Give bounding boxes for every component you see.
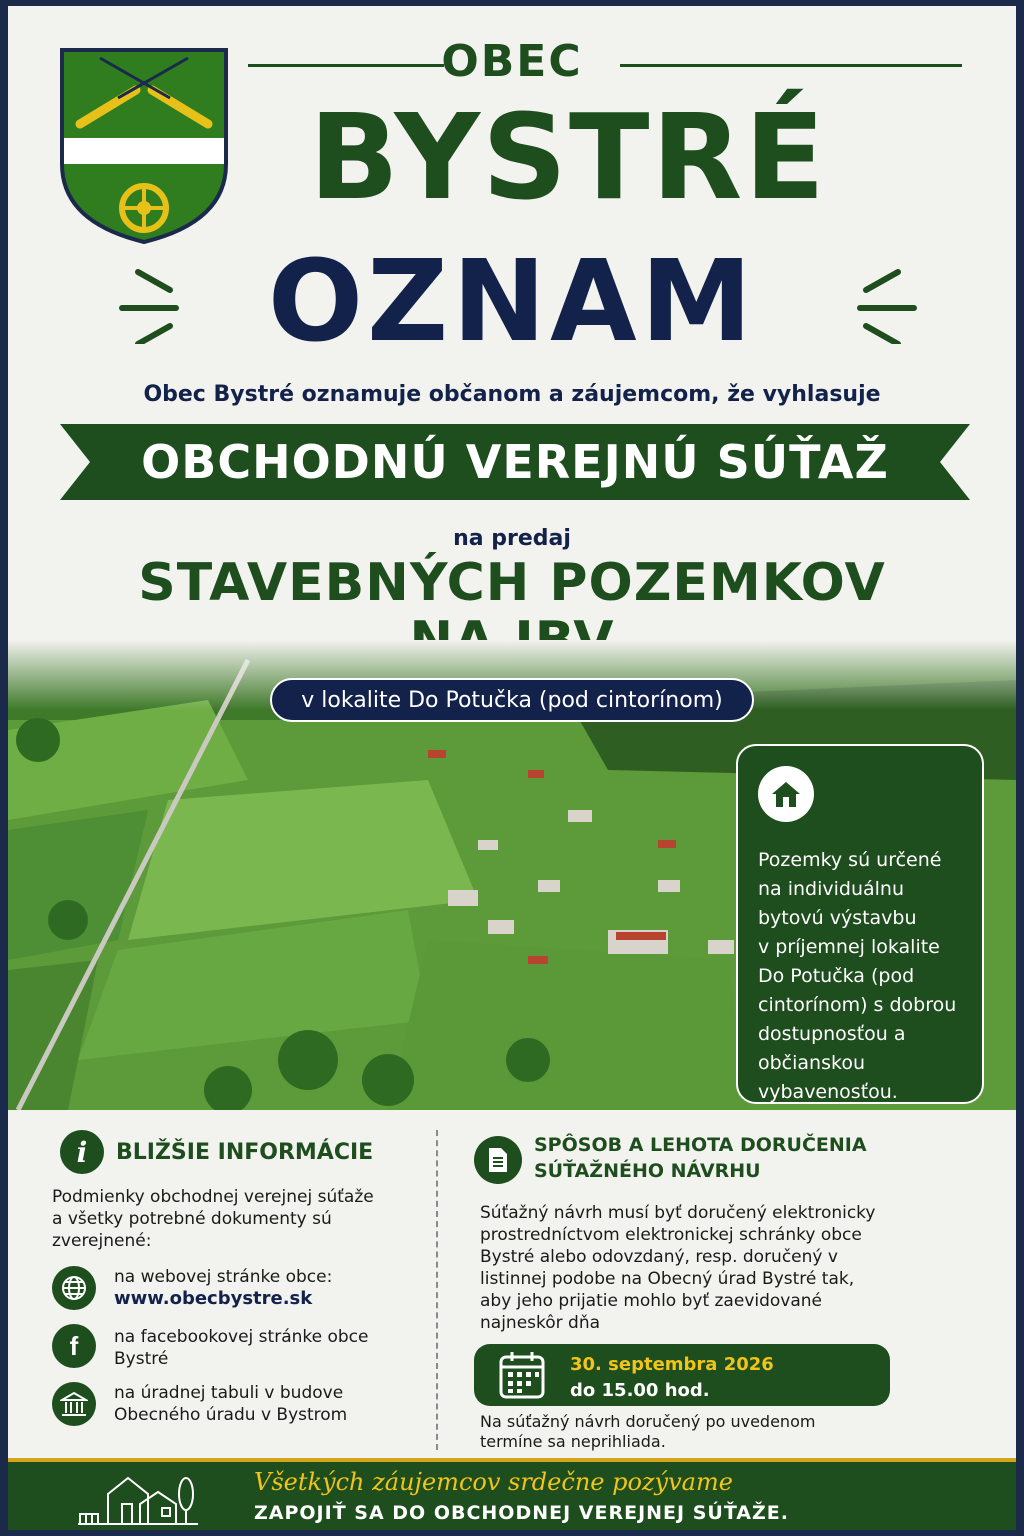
invitation-text: Všetkých záujemcov srdečne pozývame xyxy=(254,1468,733,1496)
delivery-line: Súťažný návrh musí byť doručený elektronicky xyxy=(480,1203,876,1223)
delivery-text xyxy=(480,1202,940,1334)
facebook-icon: f xyxy=(52,1324,96,1368)
municipality-label: OBEC xyxy=(441,36,583,87)
plot-info-line: Pozemky sú určené xyxy=(758,849,942,871)
notice-board-label: na úradnej tabuli v budove xyxy=(114,1383,344,1403)
plot-info-line: cintorínom) s dobrou xyxy=(758,994,957,1016)
more-info-line: a všetky potrebné dokumenty sú xyxy=(52,1209,332,1229)
plot-info-box xyxy=(736,744,984,1104)
late-submission-note xyxy=(480,1412,900,1452)
notice-board-label: Obecného úradu v Bystrom xyxy=(114,1405,348,1425)
delivery-heading xyxy=(534,1132,914,1184)
delivery-line: prostredníctvom elektronickej schránky obce xyxy=(480,1225,862,1245)
facebook-label: Bystré xyxy=(114,1349,169,1369)
town-hall-icon xyxy=(52,1382,96,1426)
plot-info-text xyxy=(758,846,962,1107)
subject-title-line1: STAVEBNÝCH POZEMKOV xyxy=(138,553,886,613)
plot-info-line: bytovú výstavbu xyxy=(758,907,917,929)
village-houses-icon xyxy=(78,1464,198,1528)
location-pill: v lokalite Do Potučka (pod cintorínom) xyxy=(270,678,754,722)
deadline-date: 30. septembra 2026 xyxy=(570,1354,774,1375)
website-item xyxy=(114,1266,332,1310)
announcement-heading: OZNAM xyxy=(267,237,757,367)
notice-board-item xyxy=(114,1382,347,1426)
plot-info-line: dostupnosťou a xyxy=(758,1023,906,1045)
facebook-item xyxy=(114,1326,369,1370)
sale-label: na predaj xyxy=(453,526,571,551)
website-label: na webovej stránke obce: xyxy=(114,1267,333,1287)
delivery-line: najneskôr dňa xyxy=(480,1313,601,1333)
delivery-heading-line: SÚŤAŽNÉHO NÁVRHU xyxy=(534,1160,761,1182)
plot-info-line: na individuálnu xyxy=(758,878,905,900)
more-info-line: Podmienky obchodnej verejnej súťaže xyxy=(52,1187,374,1207)
delivery-line: Bystré alebo odovzdaný, resp. doručený v xyxy=(480,1247,838,1267)
more-info-line: zverejnené: xyxy=(52,1231,152,1251)
column-divider xyxy=(436,1130,438,1450)
website-link[interactable]: www.obecbystre.sk xyxy=(114,1288,313,1309)
plot-info-line: občianskou xyxy=(758,1052,865,1074)
note-line: Na súťažný návrh doručený po uvedenom xyxy=(480,1412,816,1431)
plot-info-line: Do Potučka (pod xyxy=(758,965,915,987)
plot-info-line: vybavenosťou. xyxy=(758,1081,898,1103)
delivery-line: listinnej podobe na Obecný úrad Bystré tak, xyxy=(480,1269,855,1289)
plot-info-line: v príjemnej lokalite xyxy=(758,936,940,958)
competition-title: OBCHODNÚ VEREJNÚ SÚŤAŽ xyxy=(141,435,889,489)
calendar-icon xyxy=(498,1350,546,1400)
delivery-line: aby jeho prijatie mohlo byť zaevidované xyxy=(480,1291,823,1311)
globe-icon xyxy=(52,1266,96,1310)
municipality-name: BYSTRÉ xyxy=(309,88,827,226)
delivery-heading-line: SPÔSOB A LEHOTA DORUČENIA xyxy=(534,1134,867,1156)
house-icon xyxy=(758,766,814,822)
more-info-heading: BLIŽŠIE INFORMÁCIE xyxy=(116,1140,374,1165)
poster xyxy=(8,6,1016,1530)
document-icon xyxy=(474,1136,522,1184)
deadline-time: do 15.00 hod. xyxy=(570,1380,710,1401)
intro-text: Obec Bystré oznamuje občanom a záujemcom, že vyhlasuje xyxy=(143,382,881,407)
call-to-action: ZAPOJIŤ SA DO OBCHODNEJ VEREJNEJ SÚŤAŽE. xyxy=(254,1502,789,1524)
facebook-label: na facebookovej stránke obce xyxy=(114,1327,369,1347)
info-icon: i xyxy=(60,1130,104,1174)
note-line: termíne sa neprihliada. xyxy=(480,1432,666,1451)
more-info-intro xyxy=(52,1186,412,1252)
